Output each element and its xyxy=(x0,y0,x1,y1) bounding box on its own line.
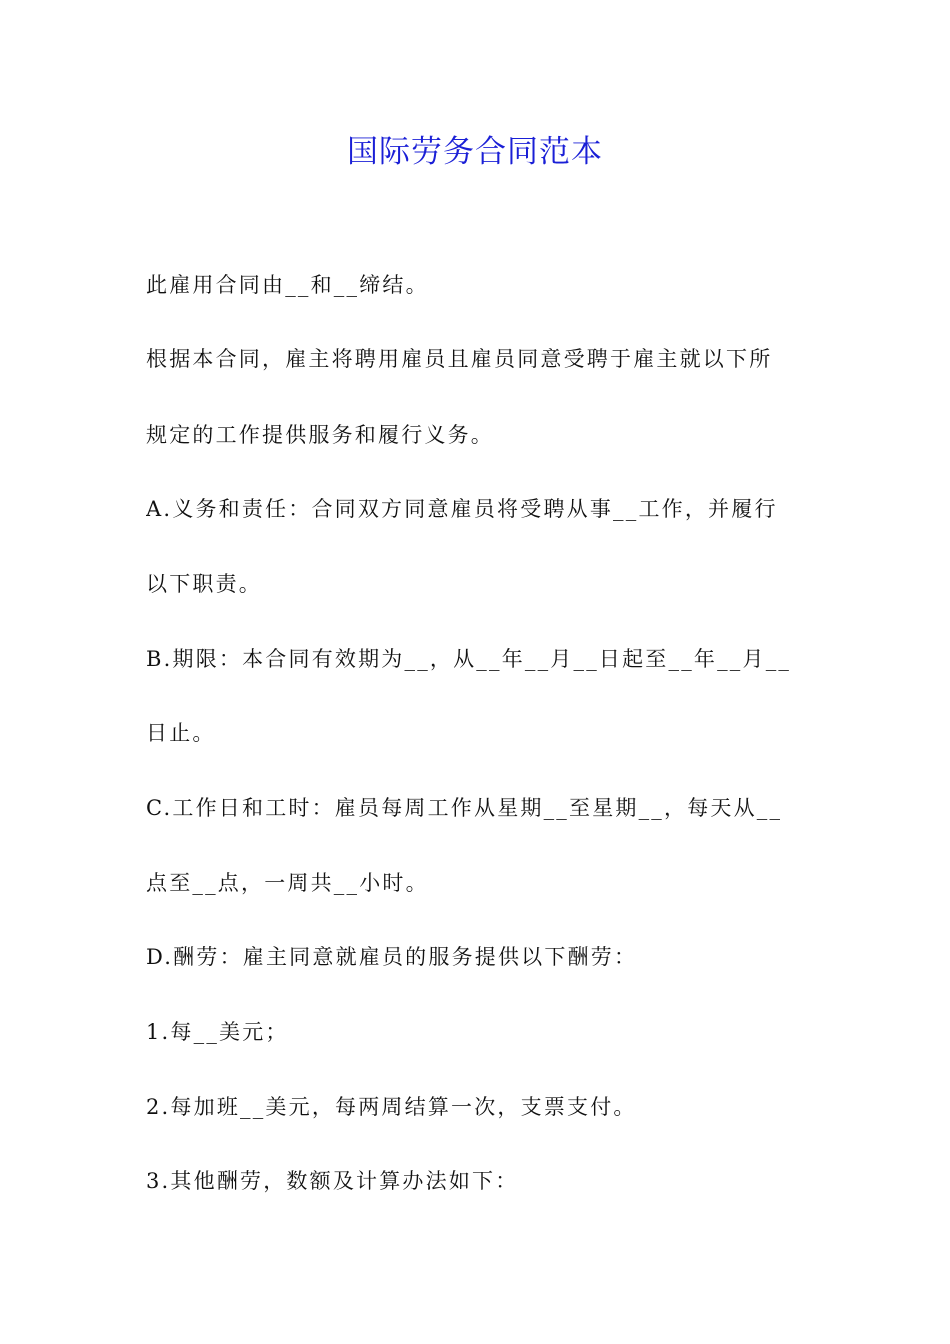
paragraph-line: C.工作日和工时：雇员每周工作从星期__至星期__，每天从__ xyxy=(146,796,783,820)
paragraph-line: D.酬劳：雇主同意就雇员的服务提供以下酬劳： xyxy=(146,945,638,969)
paragraph-line: 1.每__美元； xyxy=(146,1020,289,1044)
paragraph-line: 以下职责。 xyxy=(146,572,262,596)
paragraph-line: 点至__点，一周共__小时。 xyxy=(146,871,429,895)
paragraph-line: 2.每加班__美元，每两周结算一次，支票支付。 xyxy=(146,1095,637,1119)
paragraph-line: 日止。 xyxy=(146,721,216,745)
paragraph-line: A.义务和责任：合同双方同意雇员将受聘从事__工作，并履行 xyxy=(146,497,778,521)
paragraph-line: 此雇用合同由__和__缔结。 xyxy=(146,273,429,297)
paragraph-line: 根据本合同，雇主将聘用雇员且雇员同意受聘于雇主就以下所 xyxy=(146,347,773,371)
paragraph-line: 规定的工作提供服务和履行义务。 xyxy=(146,423,494,447)
paragraph-line: B.期限：本合同有效期为__，从__年__月__日起至__年__月__ xyxy=(146,647,792,671)
paragraph-line: 3.其他酬劳，数额及计算办法如下： xyxy=(146,1169,519,1193)
document-title: 国际劳务合同范本 xyxy=(347,134,603,170)
